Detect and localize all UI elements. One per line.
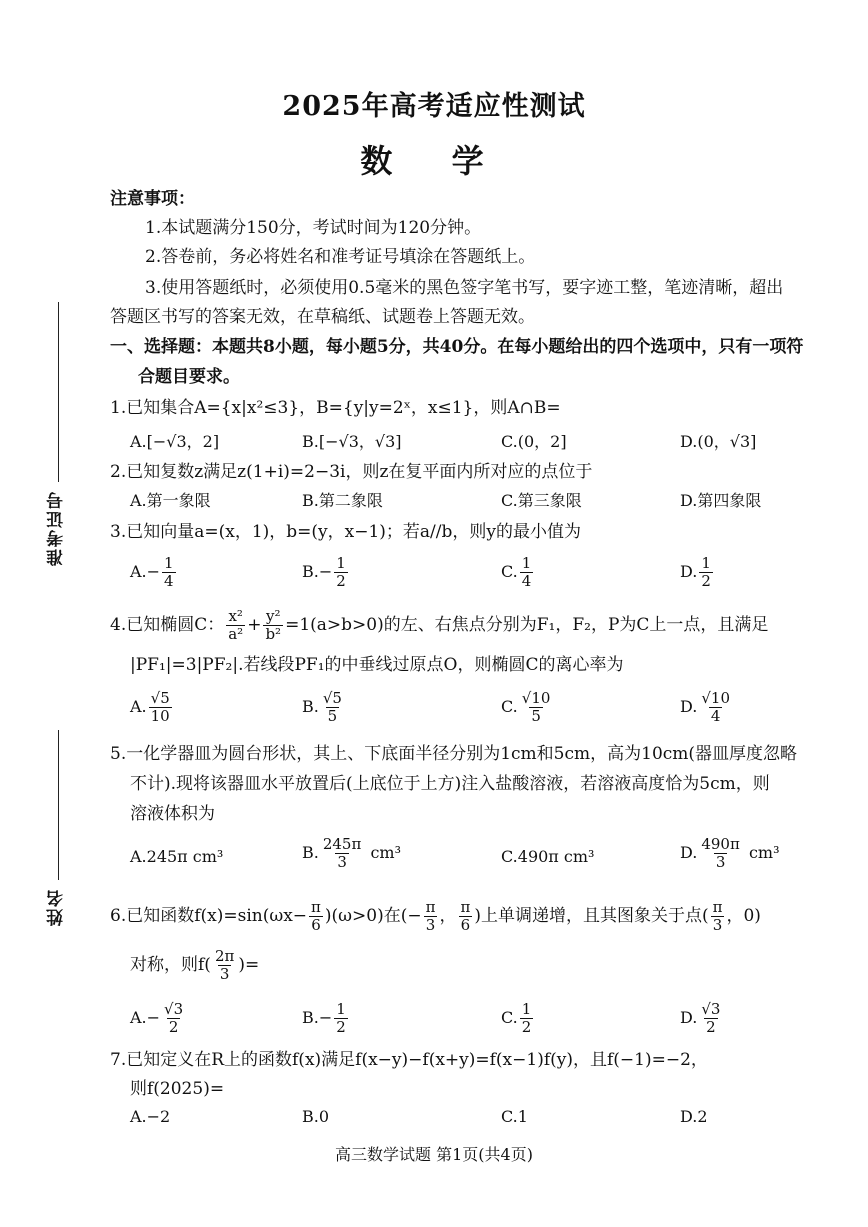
q3-option-b: [302, 555, 350, 590]
q6-d-num: √3: [701, 1000, 721, 1018]
q3-c-fraction: [520, 555, 534, 590]
q6-stem-end: ，0): [726, 906, 761, 926]
q4-b-fraction: [321, 690, 344, 725]
q3-c-prefix: C.: [501, 562, 518, 581]
q4-a-num: √5: [150, 689, 170, 707]
q3-c-num: 1: [521, 554, 532, 572]
q4-line2: |PF₁|=3|PF₂|.若线段PF₁的中垂线过原点O，则椭圆C的离心率为: [130, 655, 624, 675]
q6-a-num: √3: [164, 1000, 184, 1018]
q6-two-pi: 2π: [214, 947, 235, 965]
q2-option-d: D.第四象限: [680, 491, 762, 510]
q5-d-num: 490π: [701, 835, 740, 853]
q6-a-den: 2: [168, 1018, 179, 1036]
q6-pi-a: π: [311, 898, 321, 916]
q3-b-den: 2: [336, 572, 346, 590]
q3-b-prefix: B.−: [302, 562, 333, 581]
q4-y2: y²: [266, 607, 281, 625]
q6-three-c: 3: [219, 965, 230, 983]
q5-d-fraction: [699, 836, 742, 871]
q6-frac-pi3b: [711, 899, 725, 934]
q5-b-den: 3: [337, 853, 347, 871]
q5-b-unit: cm³: [370, 843, 401, 862]
page-footer: 高三数学试题 第1页(共4页): [335, 1145, 533, 1164]
q4-option-b: [302, 690, 346, 725]
q6-frac-pi6a: [309, 899, 323, 934]
q7-line1: 7.已知定义在R上的函数f(x)满足f(x−y)−f(x+y)=f(x−1)f(y)，且f(−1)=−2，: [110, 1050, 708, 1070]
q4-d-num: √10: [701, 689, 730, 707]
q6-a-prefix: A.−: [130, 1008, 161, 1027]
q3-a-den: 4: [164, 572, 174, 590]
q6-frac-pi6b: [458, 899, 472, 934]
q1-option-b: B.[−√3，√3]: [302, 432, 402, 451]
q5-b-fraction: [321, 836, 364, 871]
q6-line2: [130, 948, 259, 983]
q4-stem: [110, 608, 768, 643]
q1-option-a: A.[−√3，2]: [130, 432, 220, 451]
q4-b2: b²: [265, 625, 282, 643]
q4-c-den: 5: [531, 707, 541, 725]
section-heading-line1: 一、选择题：本题共8小题，每小题5分，共40分。在每小题给出的四个选项中，只有一项符: [110, 337, 804, 357]
q5-option-d: [680, 836, 779, 871]
q6-frac-2pi3: [213, 948, 236, 983]
q6-c-fraction: [520, 1001, 534, 1036]
q5-option-b: [302, 836, 401, 871]
q4-a2: a²: [228, 625, 244, 643]
q4-option-d: [680, 690, 734, 725]
q6-option-d: [680, 1001, 724, 1036]
q6-six-a: 6: [311, 916, 321, 934]
q6-b-prefix: B.−: [302, 1008, 333, 1027]
q6-b-num: 1: [336, 1000, 346, 1018]
q6-d-den: 2: [706, 1018, 716, 1036]
q6-c-prefix: C.: [501, 1008, 518, 1027]
exam-id-label: 准考证号: [47, 490, 67, 566]
note-3b: 答题区书写的答案无效，在草稿纸、试题卷上答题无效。: [110, 307, 535, 327]
q3-option-c: [501, 555, 535, 590]
q1-option-d: D.(0，√3]: [680, 432, 757, 451]
q5-line1: 5.一化学器皿为圆台形状，其上、下底面半径分别为1cm和5cm，高为10cm(器皿厚度忽略: [110, 744, 798, 764]
q6-c-den: 2: [521, 1018, 532, 1036]
note-2: 2.答卷前，务必将姓名和准考证号填涂在答题纸上。: [145, 247, 536, 267]
q6-option-c: [501, 1001, 535, 1036]
q2-option-c: C.第三象限: [501, 491, 582, 510]
q4-b-num: √5: [322, 689, 342, 707]
q6-d-prefix: D.: [680, 1008, 698, 1027]
q6-a-fraction: [162, 1001, 185, 1036]
q3-stem: 3.已知向量a=(x，1)，b=(y，x−1)；若a//b，则y的最小值为: [110, 522, 581, 542]
q5-option-a: A.245π cm³: [130, 847, 224, 866]
q6-b-den: 2: [336, 1018, 346, 1036]
q3-c-den: 4: [521, 572, 532, 590]
q4-option-c: [501, 690, 554, 725]
q7-line2: 则f(2025)=: [130, 1079, 225, 1099]
q4-a-fraction: [149, 690, 172, 725]
q3-d-den: 2: [701, 572, 711, 590]
q4-option-a: [130, 690, 174, 725]
q3-a-prefix: A.−: [130, 562, 161, 581]
q6-pi-b: π: [425, 898, 436, 916]
q1-option-c: C.(0，2]: [501, 432, 567, 451]
section-heading-line2: 合题目要求。: [138, 367, 240, 387]
q4-c-fraction: [520, 690, 553, 725]
q3-b-num: 1: [336, 554, 346, 572]
q6-stem: [110, 899, 761, 934]
q6-b-fraction: [334, 1001, 348, 1036]
q6-option-a: [130, 1001, 187, 1036]
q6-pi-c: π: [460, 898, 471, 916]
q6-line2-end: )=: [238, 955, 260, 975]
q6-three-a: 3: [425, 916, 436, 934]
q3-a-fraction: [162, 555, 176, 590]
q5-b-prefix: B.: [302, 843, 319, 862]
q4-stem-pre: 4.已知椭圆C：: [110, 615, 225, 635]
q2-stem: 2.已知复数z满足z(1+i)=2−3i，则z在复平面内所对应的点位于: [110, 462, 593, 482]
q3-b-fraction: [334, 555, 348, 590]
q5-line3: 溶液体积为: [130, 804, 215, 824]
q4-d-fraction: [699, 690, 732, 725]
q4-c-prefix: C.: [501, 697, 518, 716]
exam-subject: 数 学: [360, 142, 508, 180]
q2-option-b: B.第二象限: [302, 491, 383, 510]
q4-d-prefix: D.: [680, 697, 698, 716]
q6-stem-mid2: )上单调递增，且其图象关于点(: [474, 906, 709, 926]
q5-line2: 不计).现将该器皿水平放置后(上底位于上方)注入盐酸溶液，若溶液高度恰为5cm，则: [130, 774, 770, 794]
q4-frac-x: [226, 608, 245, 643]
q3-d-fraction: [699, 555, 713, 590]
q6-pi-d: π: [712, 898, 723, 916]
q6-frac-pi3a: [424, 899, 438, 934]
q4-plus: +: [247, 615, 262, 635]
q5-d-unit: cm³: [748, 843, 780, 862]
q4-b-den: 5: [327, 707, 338, 725]
note-1: 1.本试题满分150分，考试时间为120分钟。: [145, 218, 482, 238]
q7-option-c: C.1: [501, 1107, 528, 1126]
exam-title: 2025年高考适应性测试: [282, 91, 586, 122]
q6-stem-mid: )(ω>0)在(−: [324, 906, 422, 926]
note-3a: 3.使用答题纸时，必须使用0.5毫米的黑色签字笔书写，要字迹工整，笔迹清晰，超出: [145, 278, 784, 298]
q5-b-num: 245π: [322, 835, 362, 853]
side-line-top: [58, 302, 59, 482]
q4-x2: x²: [228, 607, 243, 625]
q6-three-b: 3: [712, 916, 723, 934]
side-line-middle: [58, 730, 59, 880]
q3-d-num: 1: [701, 554, 711, 572]
q3-d-prefix: D.: [680, 562, 698, 581]
q4-frac-y: [263, 608, 283, 643]
q3-option-d: [680, 555, 715, 590]
q4-stem-eq: =1(a>b>0)的左、右焦点分别为F₁，F₂，P为C上一点，且满足: [285, 615, 769, 635]
q4-b-prefix: B.: [302, 697, 319, 716]
q4-d-den: 4: [710, 707, 721, 725]
q6-c-num: 1: [521, 1000, 532, 1018]
q3-a-num: 1: [164, 554, 174, 572]
q7-option-b: B.0: [302, 1107, 330, 1126]
q1-stem: 1.已知集合A={x|x²≤3}，B={y|y=2ˣ，x≤1}，则A∩B=: [110, 398, 561, 418]
q6-stem-pre: 6.已知函数f(x)=sin(ωx−: [110, 906, 308, 926]
q5-d-den: 3: [715, 853, 726, 871]
q3-option-a: [130, 555, 178, 590]
q6-line2-pre: 对称，则f(: [130, 955, 211, 975]
q6-option-b: [302, 1001, 350, 1036]
q6-d-fraction: [699, 1001, 722, 1036]
q4-a-den: 10: [150, 707, 170, 725]
q4-c-num: √10: [521, 689, 551, 707]
q4-a-prefix: A.: [130, 697, 147, 716]
q6-six-b: 6: [460, 916, 471, 934]
name-label: 姓名: [47, 888, 67, 926]
q7-option-d: D.2: [680, 1107, 708, 1126]
notes-heading: 注意事项：: [110, 189, 195, 209]
q6-comma: ，: [439, 906, 457, 926]
q7-option-a: A.−2: [130, 1107, 171, 1126]
q2-option-a: A.第一象限: [130, 491, 211, 510]
q5-option-c: C.490π cm³: [501, 847, 595, 866]
q5-d-prefix: D.: [680, 843, 698, 862]
